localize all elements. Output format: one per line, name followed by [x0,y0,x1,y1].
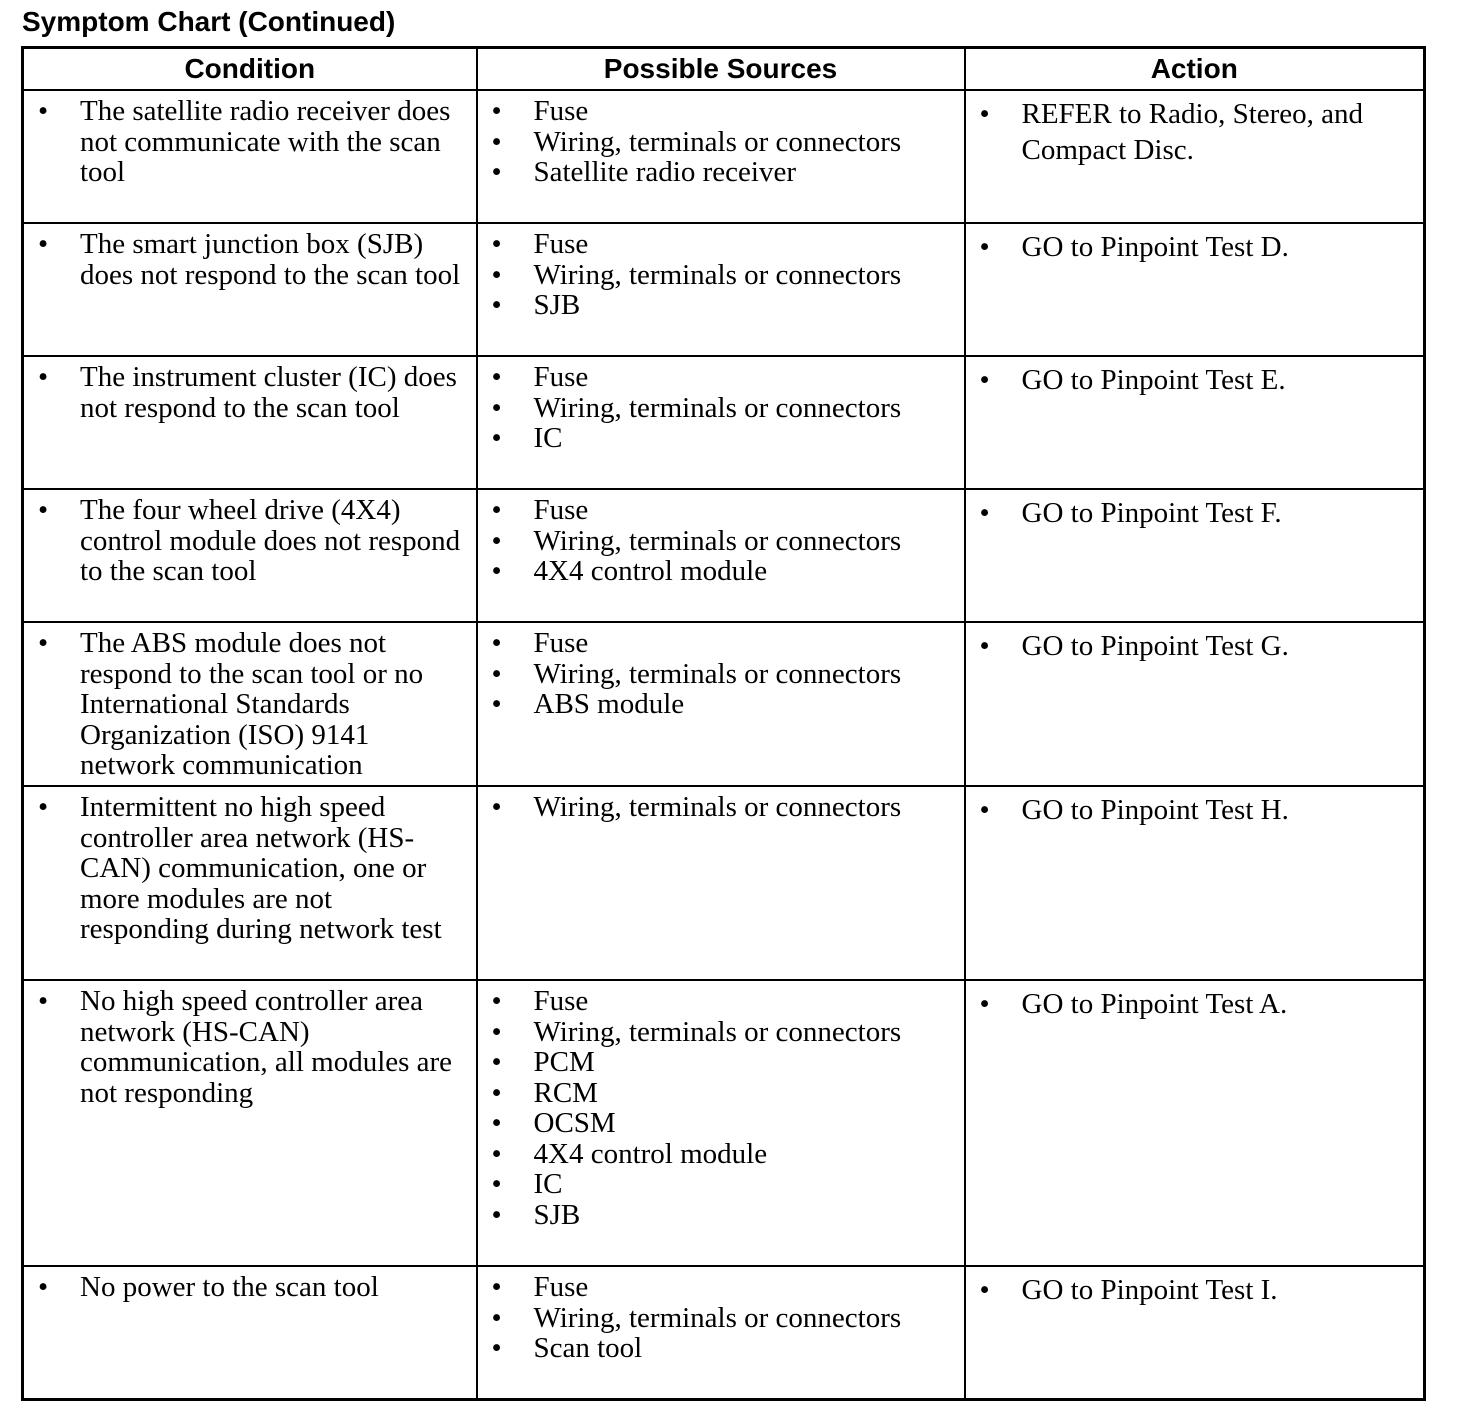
action-list [966,490,1424,533]
action-cell [965,786,1425,980]
table-row [23,489,1425,622]
condition-item: • The satellite radio receiver does not communicate with the scan tool [24,96,468,188]
possible-sources-cell [477,786,965,980]
page-title: Symptom Chart (Continued) [22,6,396,37]
possible-sources-item: • Fuse [478,1272,956,1303]
table-row [23,622,1425,786]
symptom-table [21,46,1426,1401]
possible-sources-list [478,490,964,589]
possible-sources-item: • Scan tool [478,1333,956,1364]
condition-cell [23,1266,477,1399]
condition-item: • The smart junction box (SJB) does not respond to the scan tool [24,229,468,290]
possible-sources-item: • Wiring, terminals or connectors [478,393,956,424]
action-cell [965,622,1425,786]
condition-item: • No high speed controller area network (HS-CAN) communication, all modules are not responding [24,986,468,1108]
possible-sources-item: • RCM [478,1078,956,1109]
possible-sources-item: • Satellite radio receiver [478,157,956,188]
possible-sources-list [478,787,964,825]
condition-list [24,981,476,1110]
possible-sources-cell [477,1266,965,1399]
possible-sources-item: • Wiring, terminals or connectors [478,260,956,291]
condition-cell [23,489,477,622]
possible-sources-item: • 4X4 control module [478,1139,956,1170]
possible-sources-item: • Fuse [478,229,956,260]
possible-sources-item: • Fuse [478,96,956,127]
action-list [966,357,1424,400]
header-action: Action [965,48,1425,91]
possible-sources-item: • IC [478,1169,956,1200]
condition-list [24,787,476,947]
condition-list [24,1267,476,1305]
possible-sources-list [478,981,964,1232]
possible-sources-list [478,224,964,323]
action-item: • GO to Pinpoint Test H. [966,792,1416,828]
condition-item: • The four wheel drive (4X4) control module does not respond to the scan tool [24,495,468,587]
condition-cell [23,980,477,1266]
possible-sources-list [478,91,964,190]
condition-cell [23,223,477,356]
action-item: • GO to Pinpoint Test D. [966,229,1416,265]
possible-sources-cell [477,90,965,223]
possible-sources-item: • PCM [478,1047,956,1078]
action-cell [965,90,1425,223]
action-item: • GO to Pinpoint Test F. [966,495,1416,531]
possible-sources-item: • SJB [478,1200,956,1231]
condition-cell [23,356,477,489]
table-row [23,786,1425,980]
action-list [966,623,1424,666]
possible-sources-list [478,1267,964,1366]
condition-item: • The ABS module does not respond to the scan tool or no International Standards Organization (ISO) 9141 network communication [24,628,468,781]
table-row [23,223,1425,356]
action-cell [965,223,1425,356]
condition-list [24,623,476,783]
action-list [966,981,1424,1024]
table-row [23,90,1425,223]
condition-cell [23,622,477,786]
possible-sources-item: • Fuse [478,628,956,659]
table-body [23,90,1425,1399]
condition-item: • No power to the scan tool [24,1272,468,1303]
condition-item: • Intermittent no high speed controller area network (HS-CAN) communication, one or more modules are not responding during network test [24,792,468,945]
condition-cell [23,786,477,980]
possible-sources-list [478,623,964,722]
possible-sources-item: • Wiring, terminals or connectors [478,659,956,690]
condition-list [24,224,476,292]
possible-sources-item: • Fuse [478,495,956,526]
action-item: • REFER to Radio, Stereo, and Compact Disc. [966,96,1416,168]
possible-sources-cell [477,980,965,1266]
possible-sources-cell [477,622,965,786]
condition-list [24,490,476,589]
possible-sources-item: • SJB [478,290,956,321]
action-cell [965,1266,1425,1399]
action-cell [965,980,1425,1266]
header-condition: Condition [23,48,477,91]
condition-cell [23,90,477,223]
action-cell [965,489,1425,622]
possible-sources-item: • Fuse [478,986,956,1017]
possible-sources-item: • 4X4 control module [478,556,956,587]
possible-sources-cell [477,356,965,489]
action-item: • GO to Pinpoint Test A. [966,986,1416,1022]
possible-sources-item: • Wiring, terminals or connectors [478,792,956,823]
header-row [23,48,1425,91]
action-list [966,787,1424,830]
possible-sources-item: • ABS module [478,689,956,720]
possible-sources-item: • IC [478,423,956,454]
table-row [23,1266,1425,1399]
table-row [23,980,1425,1266]
header-possible-sources: Possible Sources [477,48,965,91]
possible-sources-cell [477,489,965,622]
condition-list [24,91,476,190]
possible-sources-item: • Wiring, terminals or connectors [478,526,956,557]
table-row [23,356,1425,489]
action-list [966,224,1424,267]
possible-sources-item: • Wiring, terminals or connectors [478,1303,956,1334]
possible-sources-item: • OCSM [478,1108,956,1139]
action-item: • GO to Pinpoint Test G. [966,628,1416,664]
action-cell [965,356,1425,489]
possible-sources-item: • Wiring, terminals or connectors [478,1017,956,1048]
possible-sources-item: • Fuse [478,362,956,393]
possible-sources-list [478,357,964,456]
action-list [966,1267,1424,1310]
possible-sources-cell [477,223,965,356]
action-item: • GO to Pinpoint Test E. [966,362,1416,398]
action-item: • GO to Pinpoint Test I. [966,1272,1416,1308]
condition-list [24,357,476,425]
action-list [966,91,1424,170]
condition-item: • The instrument cluster (IC) does not respond to the scan tool [24,362,468,423]
possible-sources-item: • Wiring, terminals or connectors [478,127,956,158]
